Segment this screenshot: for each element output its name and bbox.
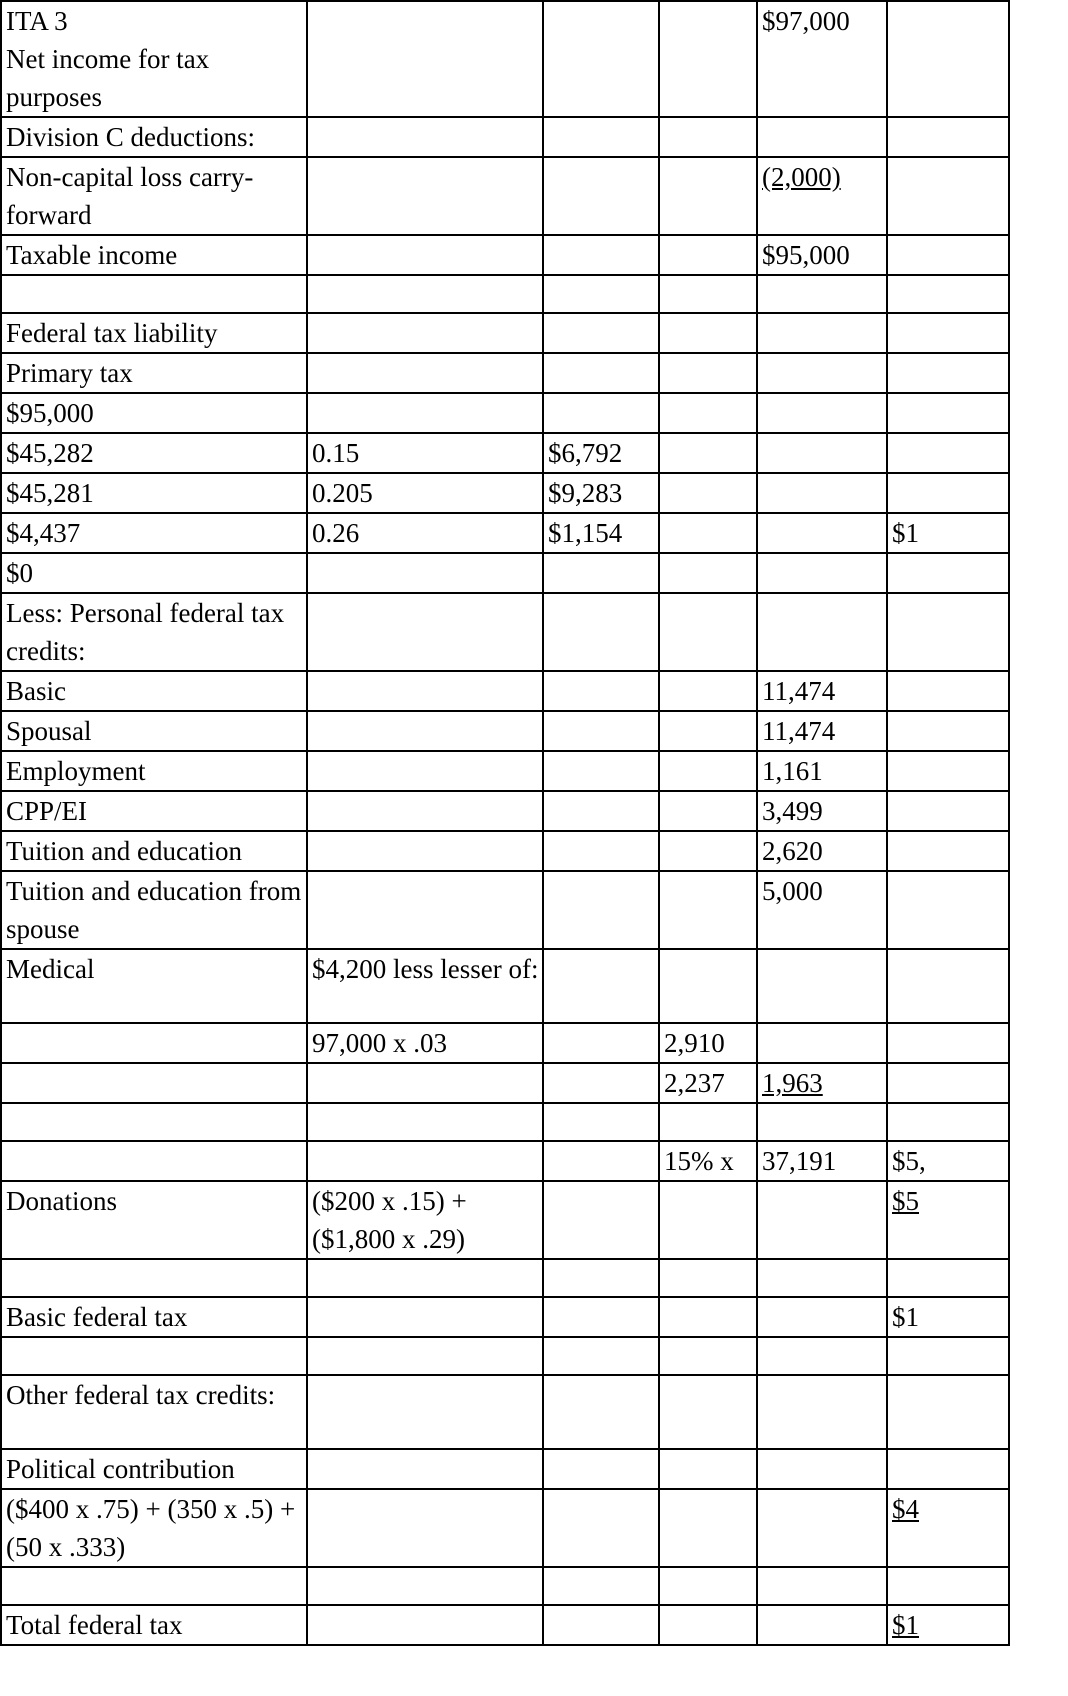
table-row (1, 791, 1009, 831)
cell-d (659, 831, 757, 871)
cell-b (307, 1449, 543, 1489)
cell-b (307, 1337, 543, 1375)
cell-b (307, 671, 543, 711)
table-row (1, 1181, 1009, 1259)
table-row (1, 1063, 1009, 1103)
cell-a (1, 235, 307, 275)
cell-f (887, 353, 1009, 393)
cell-f (887, 117, 1009, 157)
cell-d (659, 1259, 757, 1297)
cell-c (543, 313, 659, 353)
cell-text: Basic (6, 676, 66, 706)
cell-text: $9,283 (548, 478, 623, 508)
cell-e (757, 1375, 887, 1449)
table-row (1, 235, 1009, 275)
cell-f (887, 1063, 1009, 1103)
cell-a (1, 1297, 307, 1337)
cell-c (543, 871, 659, 949)
cell-e (757, 1103, 887, 1141)
cell-e (757, 1489, 887, 1567)
cell-text: $4,200 less lesser of: (312, 954, 539, 984)
cell-c (543, 1489, 659, 1567)
cell-e (757, 433, 887, 473)
cell-a (1, 513, 307, 553)
cell-f (887, 751, 1009, 791)
cell-f (887, 553, 1009, 593)
cell-text: $45,281 (6, 478, 94, 508)
cell-d (659, 1375, 757, 1449)
cell-b (307, 473, 543, 513)
cell-c (543, 513, 659, 553)
cell-text: $95,000 (6, 398, 94, 428)
cell-c (543, 235, 659, 275)
cell-e (757, 1023, 887, 1063)
cell-a (1, 313, 307, 353)
cell-f (887, 1141, 1009, 1181)
cell-b (307, 1141, 543, 1181)
cell-f (887, 433, 1009, 473)
table-row (1, 1449, 1009, 1489)
cell-e (757, 1259, 887, 1297)
cell-d (659, 1103, 757, 1141)
table-row (1, 1375, 1009, 1449)
cell-b (307, 1605, 543, 1645)
cell-f (887, 949, 1009, 1023)
cell-b (307, 553, 543, 593)
table-row (1, 1567, 1009, 1605)
cell-text: 15% x (664, 1146, 734, 1176)
cell-e (757, 553, 887, 593)
cell-f (887, 1259, 1009, 1297)
cell-a (1, 1567, 307, 1605)
cell-text: 3,499 (762, 796, 823, 826)
cell-text: 5,000 (762, 876, 823, 906)
cell-e (757, 1337, 887, 1375)
table-row (1, 157, 1009, 235)
cell-d (659, 313, 757, 353)
cell-text: Spousal (6, 716, 92, 746)
cell-e (757, 513, 887, 553)
cell-text: $0 (6, 558, 33, 588)
cell-a (1, 671, 307, 711)
table-row (1, 871, 1009, 949)
cell-f (887, 1023, 1009, 1063)
cell-text: Primary tax (6, 358, 133, 388)
cell-e (757, 473, 887, 513)
cell-text: Other federal tax credits: (6, 1380, 276, 1410)
cell-text: Federal tax liability (6, 318, 218, 348)
table-row (1, 275, 1009, 313)
table-row (1, 473, 1009, 513)
cell-text: 0.205 (312, 478, 373, 508)
cell-f (887, 593, 1009, 671)
cell-b (307, 313, 543, 353)
cell-e (757, 831, 887, 871)
cell-d (659, 1, 757, 117)
cell-d (659, 353, 757, 393)
table-row (1, 1259, 1009, 1297)
cell-b (307, 831, 543, 871)
cell-text: $97,000 (762, 6, 850, 36)
cell-d (659, 513, 757, 553)
cell-a (1, 1, 307, 117)
cell-text: 2,620 (762, 836, 823, 866)
cell-text: 97,000 x .03 (312, 1028, 447, 1058)
cell-d (659, 671, 757, 711)
cell-b (307, 751, 543, 791)
table-row (1, 671, 1009, 711)
cell-f (887, 871, 1009, 949)
cell-a (1, 1141, 307, 1181)
cell-d (659, 393, 757, 433)
cell-b (307, 433, 543, 473)
cell-a (1, 1449, 307, 1489)
cell-d (659, 1063, 757, 1103)
cell-text: Tuition and education from spouse (6, 876, 302, 944)
cell-c (543, 1605, 659, 1645)
cell-b (307, 117, 543, 157)
cell-a (1, 1063, 307, 1103)
cell-c (543, 553, 659, 593)
cell-a (1, 1023, 307, 1063)
cell-text: Less: Personal federal tax credits: (6, 598, 285, 666)
cell-f (887, 275, 1009, 313)
cell-a (1, 1605, 307, 1645)
cell-c (543, 157, 659, 235)
cell-d (659, 791, 757, 831)
cell-b (307, 1103, 543, 1141)
cell-d (659, 751, 757, 791)
cell-b (307, 1063, 543, 1103)
cell-e (757, 1449, 887, 1489)
cell-c (543, 1023, 659, 1063)
cell-b (307, 513, 543, 553)
cell-c (543, 791, 659, 831)
cell-text: ($400 x .75) + (350 x .5) + (50 x .333) (6, 1494, 296, 1562)
cell-b (307, 711, 543, 751)
table-row (1, 831, 1009, 871)
cell-f (887, 1181, 1009, 1259)
cell-c (543, 1337, 659, 1375)
cell-b (307, 871, 543, 949)
cell-f (887, 1605, 1009, 1645)
cell-text: ITA 3 Net income for tax purposes (6, 6, 210, 112)
cell-text: 2,910 (664, 1028, 725, 1058)
cell-a (1, 711, 307, 751)
table-row (1, 433, 1009, 473)
cell-a (1, 1259, 307, 1297)
cell-d (659, 1489, 757, 1567)
table-row (1, 593, 1009, 671)
cell-a (1, 433, 307, 473)
table-row (1, 1337, 1009, 1375)
cell-a (1, 593, 307, 671)
cell-f (887, 791, 1009, 831)
cell-a (1, 1181, 307, 1259)
cell-a (1, 553, 307, 593)
cell-a (1, 1103, 307, 1141)
cell-text: 11,474 (762, 716, 836, 746)
cell-text: 2,237 (664, 1068, 725, 1098)
table-row (1, 117, 1009, 157)
cell-text: 1,161 (762, 756, 823, 786)
cell-text: 37,191 (762, 1146, 837, 1176)
cell-d (659, 1023, 757, 1063)
cell-e (757, 393, 887, 433)
cell-d (659, 1567, 757, 1605)
cell-c (543, 1297, 659, 1337)
cell-e (757, 711, 887, 751)
cell-e (757, 791, 887, 831)
cell-b (307, 1023, 543, 1063)
cell-c (543, 831, 659, 871)
cell-text: $5, (892, 1146, 926, 1176)
cell-c (543, 353, 659, 393)
cell-text: Total federal tax (6, 1610, 183, 1640)
cell-d (659, 1181, 757, 1259)
cell-a (1, 275, 307, 313)
cell-c (543, 1063, 659, 1103)
cell-c (543, 1103, 659, 1141)
cell-b (307, 791, 543, 831)
cell-b (307, 1489, 543, 1567)
cell-e (757, 1567, 887, 1605)
cell-f (887, 1489, 1009, 1567)
cell-text: Medical (6, 954, 95, 984)
cell-e (757, 871, 887, 949)
cell-e (757, 1141, 887, 1181)
cell-e (757, 593, 887, 671)
cell-e (757, 353, 887, 393)
cell-f (887, 513, 1009, 553)
cell-text: Donations (6, 1186, 117, 1216)
cell-c (543, 433, 659, 473)
cell-f (887, 313, 1009, 353)
cell-b (307, 353, 543, 393)
cell-text: 1,963 (762, 1068, 823, 1098)
cell-c (543, 117, 659, 157)
cell-d (659, 1297, 757, 1337)
cell-a (1, 1375, 307, 1449)
cell-e (757, 313, 887, 353)
cell-c (543, 751, 659, 791)
table-row (1, 949, 1009, 1023)
cell-a (1, 393, 307, 433)
cell-d (659, 593, 757, 671)
cell-d (659, 235, 757, 275)
cell-d (659, 1141, 757, 1181)
cell-e (757, 1181, 887, 1259)
cell-a (1, 949, 307, 1023)
cell-c (543, 1259, 659, 1297)
cell-e (757, 1297, 887, 1337)
cell-text: ($200 x .15) + ($1,800 x .29) (312, 1186, 467, 1254)
cell-text: Taxable income (6, 240, 178, 270)
cell-c (543, 1567, 659, 1605)
cell-b (307, 1375, 543, 1449)
cell-f (887, 1375, 1009, 1449)
cell-text: $4,437 (6, 518, 81, 548)
cell-f (887, 711, 1009, 751)
table-row (1, 751, 1009, 791)
table-row (1, 1023, 1009, 1063)
cell-a (1, 831, 307, 871)
cell-c (543, 949, 659, 1023)
table-row (1, 1103, 1009, 1141)
cell-b (307, 1259, 543, 1297)
cell-b (307, 949, 543, 1023)
cell-e (757, 949, 887, 1023)
table-row (1, 393, 1009, 433)
cell-c (543, 393, 659, 433)
cell-f (887, 157, 1009, 235)
cell-text: $5 (892, 1186, 919, 1216)
table-row (1, 1141, 1009, 1181)
table-row (1, 1605, 1009, 1645)
cell-text: 11,474 (762, 676, 836, 706)
cell-d (659, 871, 757, 949)
table-row (1, 513, 1009, 553)
cell-a (1, 871, 307, 949)
cell-a (1, 791, 307, 831)
cell-c (543, 1181, 659, 1259)
table-row (1, 711, 1009, 751)
cell-a (1, 1337, 307, 1375)
cell-e (757, 235, 887, 275)
cell-f (887, 235, 1009, 275)
cell-text: $1 (892, 1610, 919, 1640)
cell-d (659, 553, 757, 593)
table-row (1, 1297, 1009, 1337)
cell-f (887, 1103, 1009, 1141)
cell-d (659, 949, 757, 1023)
cell-b (307, 593, 543, 671)
cell-text: Non-capital loss carry-forward (6, 162, 254, 230)
cell-b (307, 275, 543, 313)
cell-c (543, 711, 659, 751)
cell-e (757, 1063, 887, 1103)
cell-d (659, 1337, 757, 1375)
cell-c (543, 1141, 659, 1181)
cell-c (543, 275, 659, 313)
cell-d (659, 1605, 757, 1645)
cell-text: 0.26 (312, 518, 360, 548)
worksheet-rows (1, 1, 1009, 1645)
cell-d (659, 473, 757, 513)
table-row (1, 553, 1009, 593)
cell-c (543, 1449, 659, 1489)
cell-text: $1,154 (548, 518, 623, 548)
cell-e (757, 1605, 887, 1645)
cell-f (887, 393, 1009, 433)
cell-f (887, 1449, 1009, 1489)
cell-f (887, 671, 1009, 711)
cell-b (307, 157, 543, 235)
cell-text: $1 (892, 518, 919, 548)
cell-c (543, 1375, 659, 1449)
cell-b (307, 235, 543, 275)
cell-e (757, 671, 887, 711)
table-row (1, 1, 1009, 117)
cell-f (887, 1297, 1009, 1337)
cell-text: $1 (892, 1302, 919, 1332)
cell-e (757, 275, 887, 313)
cell-text: Tuition and education (6, 836, 242, 866)
cell-text: Employment (6, 756, 146, 786)
cell-text: Political contribution (6, 1454, 235, 1484)
cell-a (1, 473, 307, 513)
cell-a (1, 353, 307, 393)
cell-e (757, 117, 887, 157)
cell-b (307, 393, 543, 433)
cell-e (757, 1, 887, 117)
cell-f (887, 1567, 1009, 1605)
cell-text: $4 (892, 1494, 919, 1524)
cell-e (757, 157, 887, 235)
cell-b (307, 1181, 543, 1259)
cell-b (307, 1, 543, 117)
cell-text: $45,282 (6, 438, 94, 468)
cell-d (659, 157, 757, 235)
cell-a (1, 157, 307, 235)
cell-text: 0.15 (312, 438, 360, 468)
cell-c (543, 671, 659, 711)
cell-f (887, 1, 1009, 117)
cell-d (659, 275, 757, 313)
cell-c (543, 593, 659, 671)
cell-d (659, 711, 757, 751)
cell-text: $95,000 (762, 240, 850, 270)
cell-text: (2,000) (762, 162, 841, 192)
cell-d (659, 1449, 757, 1489)
cell-a (1, 751, 307, 791)
cell-c (543, 473, 659, 513)
cell-f (887, 831, 1009, 871)
cell-d (659, 433, 757, 473)
cell-a (1, 117, 307, 157)
table-row (1, 1489, 1009, 1567)
cell-text: CPP/EI (6, 796, 88, 826)
cell-text: Division C deductions: (6, 122, 255, 152)
cell-e (757, 751, 887, 791)
table-row (1, 353, 1009, 393)
cell-text: Basic federal tax (6, 1302, 188, 1332)
cell-text: $6,792 (548, 438, 623, 468)
cell-b (307, 1567, 543, 1605)
cell-c (543, 1, 659, 117)
cell-a (1, 1489, 307, 1567)
cell-d (659, 117, 757, 157)
table-row (1, 313, 1009, 353)
cell-b (307, 1297, 543, 1337)
cell-f (887, 473, 1009, 513)
cell-f (887, 1337, 1009, 1375)
